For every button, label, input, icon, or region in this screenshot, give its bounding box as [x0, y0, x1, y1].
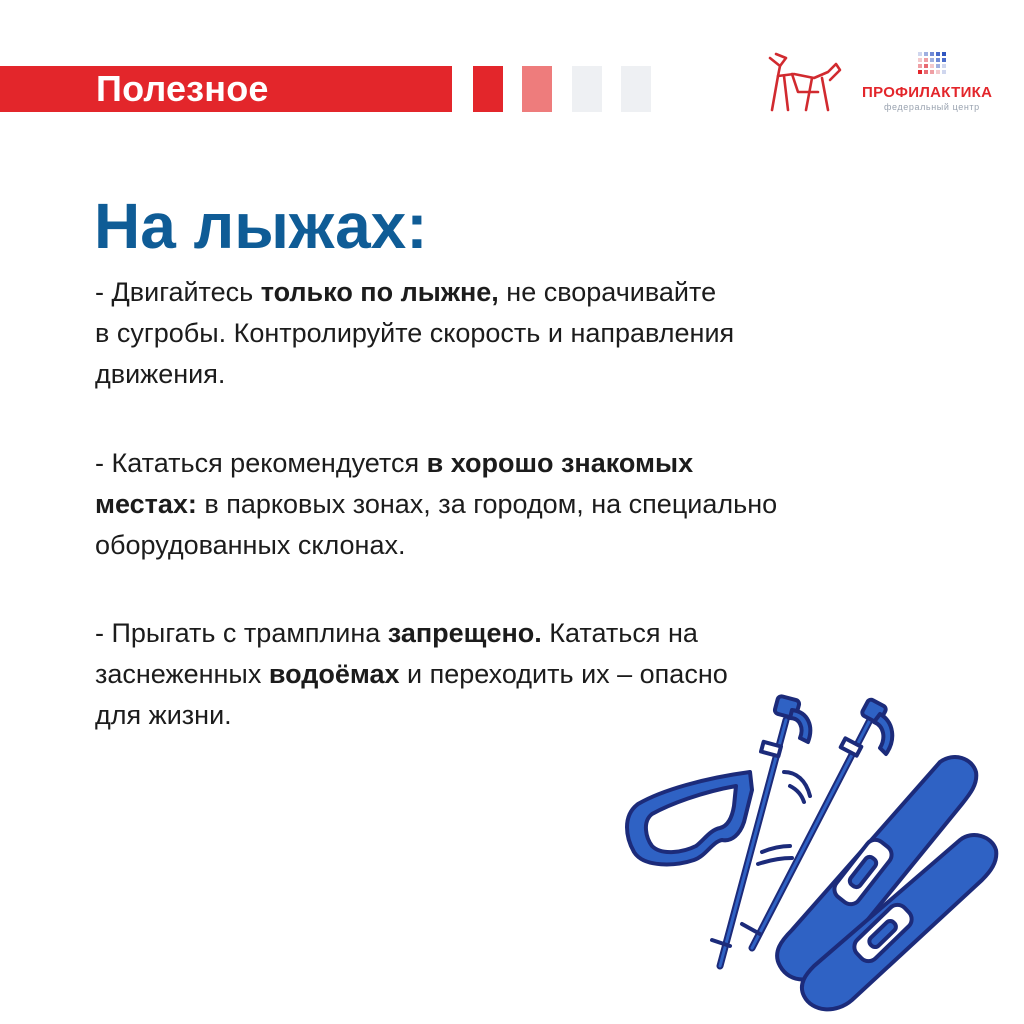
emphasis-text: водоёмах: [268, 659, 400, 689]
body-text: движения.: [95, 359, 226, 389]
body-text: - Кататься рекомендуется: [95, 448, 427, 478]
emphasis-text: местах:: [95, 489, 197, 519]
section-title: Полезное: [96, 68, 269, 109]
emphasis-text: только по лыжне,: [260, 277, 499, 307]
body-text: - Прыгать с трамплина: [95, 618, 388, 648]
logo-horse-icon: [764, 52, 844, 114]
body-text: для жизни.: [95, 700, 232, 730]
body-text: оборудованных склонах.: [95, 530, 406, 560]
decor-block-2: [522, 66, 552, 112]
body-text: - Двигайтесь: [95, 277, 261, 307]
body-text: в парковых зонах, за городом, на специально: [196, 489, 778, 519]
ski-goggles-icon: [627, 772, 752, 864]
logo-subtitle: федеральный центр: [884, 102, 980, 112]
body-text: в сугробы. Контролируйте скорость и направления: [95, 318, 735, 348]
tip-paragraph-1: [95, 272, 925, 395]
emphasis-text: в хорошо знакомых: [426, 448, 694, 478]
tip-paragraph-2: [95, 443, 925, 566]
body-text: заснеженных: [95, 659, 269, 689]
ski-illustration: [615, 690, 1015, 1014]
decor-block-1: [473, 66, 503, 112]
emphasis-text: запрещено.: [387, 618, 542, 648]
logo-name: ПРОФИЛАКТИКА: [862, 84, 993, 101]
logo-grid-icon: [918, 52, 948, 76]
page-title: На лыжах:: [94, 190, 428, 262]
decor-block-4: [621, 66, 651, 112]
body-text: Кататься на: [541, 618, 698, 648]
body-text: и переходить их – опасно: [399, 659, 728, 689]
body-text: не сворачивайте: [498, 277, 717, 307]
decor-block-3: [572, 66, 602, 112]
